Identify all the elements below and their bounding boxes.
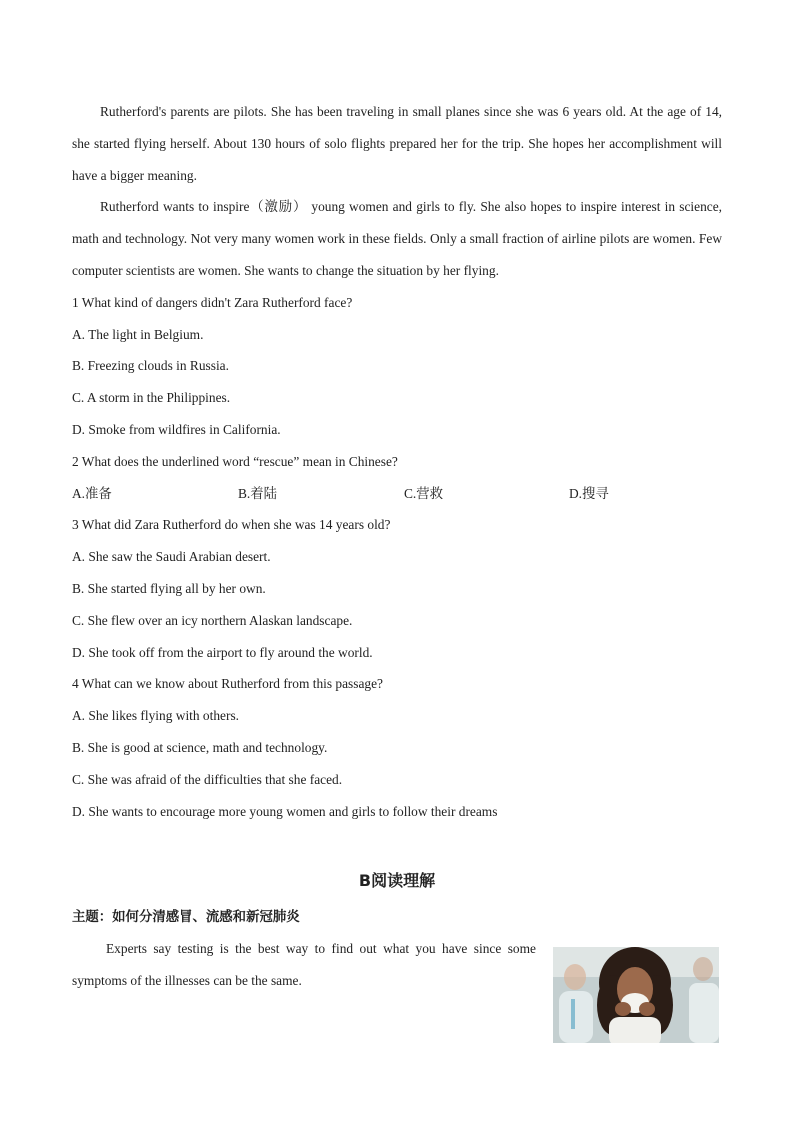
question-1-option-c: C. A storm in the Philippines.: [72, 390, 231, 405]
section-b-topic: 主题：如何分清感冒、流感和新冠肺炎: [72, 910, 300, 925]
question-3-option-b: B. She started flying all by her own.: [72, 581, 266, 596]
question-3-option-c: C. She flew over an icy northern Alaskan landscape.: [72, 613, 353, 628]
sick-woman-photo: [553, 947, 719, 1043]
question-1-option-d: D. Smoke from wildfires in California.: [72, 422, 281, 437]
question-2-option-c: C.营救: [404, 486, 444, 501]
question-2-option-a: A.准备: [72, 486, 112, 501]
question-2-options: [72, 484, 722, 504]
question-4-option-b: B. She is good at science, math and technology.: [72, 740, 328, 755]
question-2-option-b: B.着陆: [238, 486, 278, 501]
question-4-option-c: C. She was afraid of the difficulties that she faced.: [72, 772, 343, 787]
photo-illustration: [553, 947, 719, 1043]
question-3-stem: 3 What did Zara Rutherford do when she was 14 years old?: [72, 517, 391, 532]
question-1-option-b: B. Freezing clouds in Russia.: [72, 358, 229, 373]
question-3-option-a: A. She saw the Saudi Arabian desert.: [72, 549, 271, 564]
question-4-option-a: A. She likes flying with others.: [72, 708, 239, 723]
passage-paragraph-1: Rutherford's parents are pilots. She has been traveling in small planes since she was 6 years old. At the age of 14, she started flying herself. About 130 hours of solo flights prepared her for the trip. She hopes her accomplishment will have a bigger meaning.: [72, 104, 722, 183]
section-b-paragraph-1: Experts say testing is the best way to find out what you have since some symptoms of the illnesses can be the same.: [72, 941, 536, 988]
question-3-option-d: D. She took off from the airport to fly around the world.: [72, 645, 373, 660]
passage-paragraph-2: Rutherford wants to inspire（激励） young women and girls to fly. She also hopes to inspire interest in science, math and technology. Not very many women work in these fields. Only a small fraction of airline pilots are women. Few computer scientists are women. She wants to change the situation by her flying.: [72, 199, 722, 278]
question-1-option-a: A. The light in Belgium.: [72, 327, 204, 342]
question-1-stem: 1 What kind of dangers didn't Zara Rutherford face?: [72, 295, 353, 310]
section-b-title: B阅读理解: [358, 871, 436, 890]
question-2-stem: 2 What does the underlined word “rescue” mean in Chinese?: [72, 454, 398, 469]
question-4-option-d: D. She wants to encourage more young women and girls to follow their dreams: [72, 804, 498, 819]
question-4-stem: 4 What can we know about Rutherford from this passage?: [72, 676, 383, 691]
question-2-option-d: D.搜寻: [569, 486, 609, 501]
